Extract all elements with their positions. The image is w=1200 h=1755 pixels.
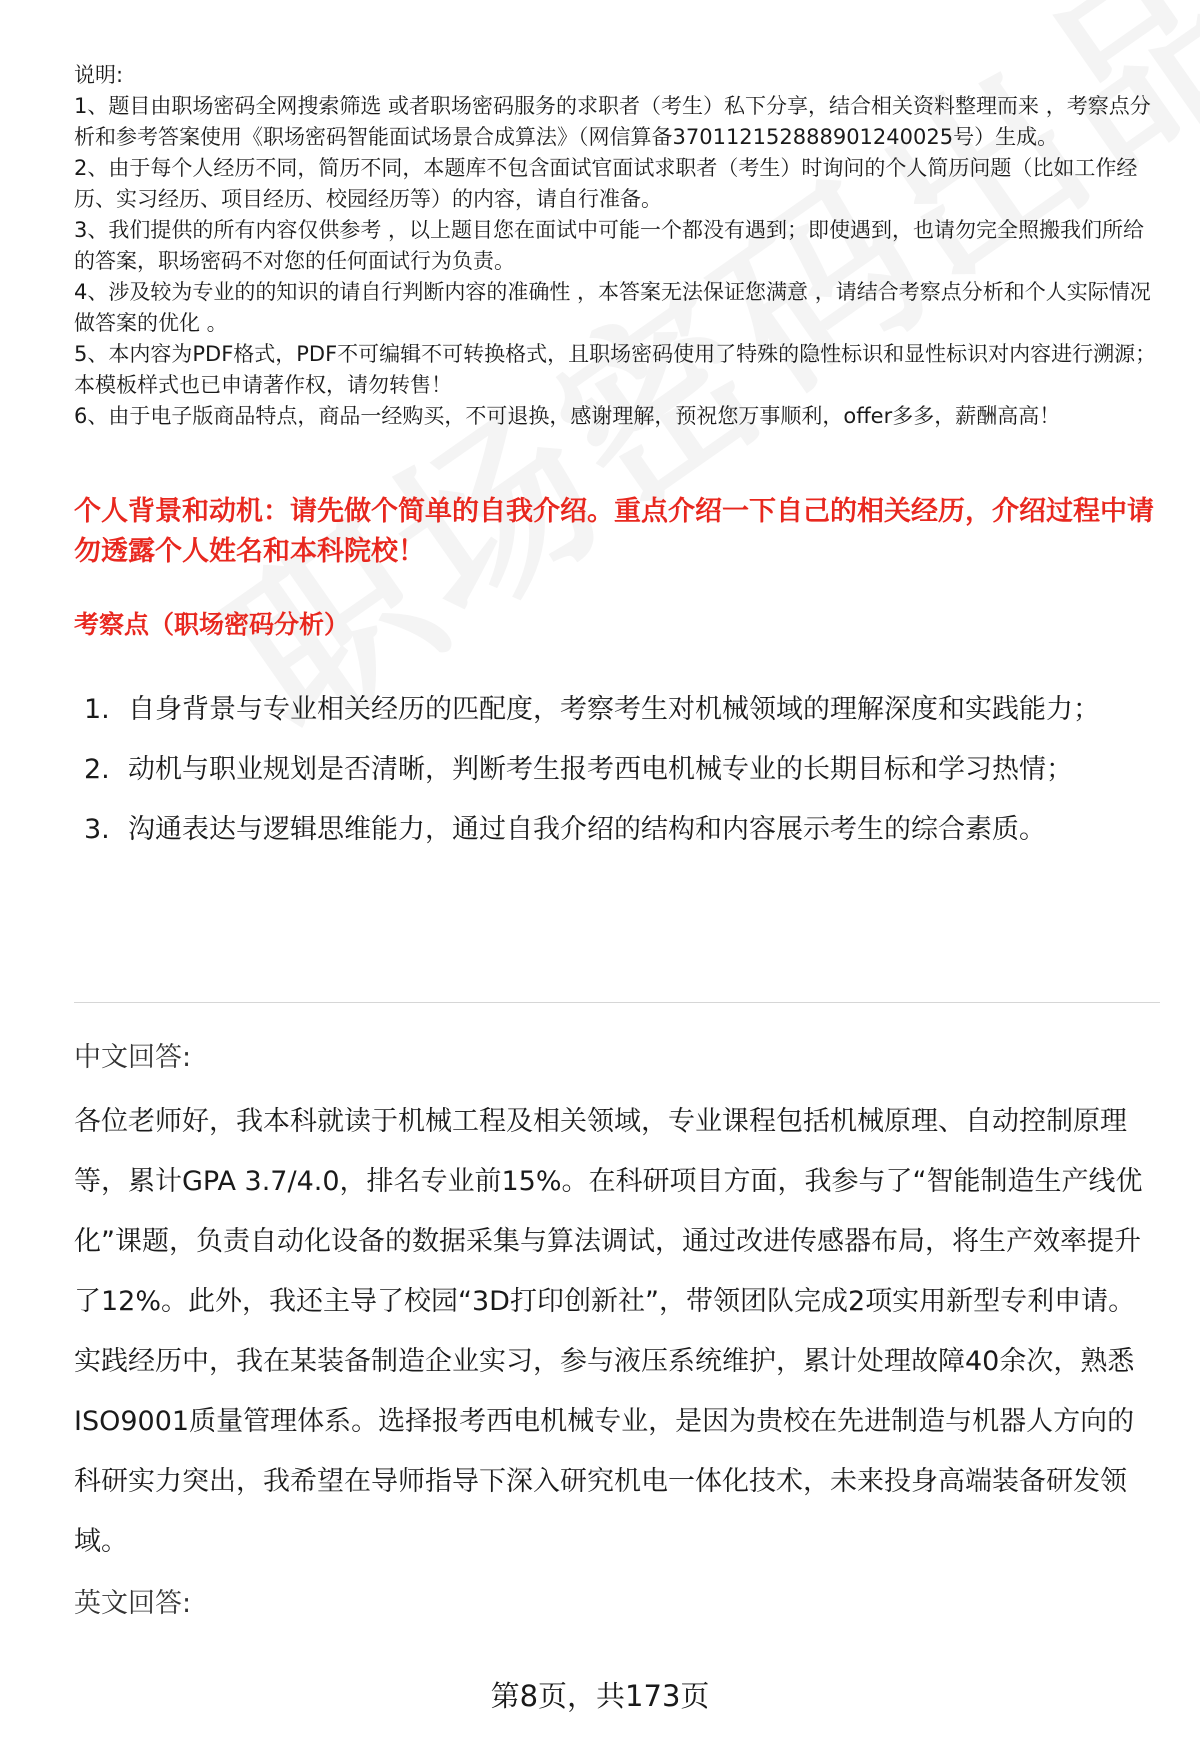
chinese-answer-label: 中文回答: xyxy=(74,1042,192,1073)
notes-title: 说明: xyxy=(74,63,124,87)
english-answer-label: 英文回答: xyxy=(74,1588,192,1619)
analysis-point xyxy=(74,800,1160,860)
point-number: 1. xyxy=(84,694,110,725)
point-text: 自身背景与专业相关经历的匹配度，考察考生对机械领域的理解深度和实践能力； xyxy=(128,694,1100,725)
analysis-points xyxy=(74,680,1160,860)
note-item: 4、涉及较为专业的的知识的请自行判断内容的准确性 ，本答案无法保证您满意 ，请结合考察点分析和个人实际情况做答案的优化 。 xyxy=(74,280,1151,335)
chinese-answer-text: 各位老师好，我本科就读于机械工程及相关领域，专业课程包括机械原理、自动控制原理等，累计GPA 3.7/4.0，排名专业前15%。在科研项目方面，我参与了“智能制造生产线优化”课题，负责自动化设备的数据采集与算法调试，通过改进传感器布局，将生产效率提升了12%。此外，我还主导了校园“3D打印创新社”，带领团队完成2项实用新型专利申请。实践经历中，我在某装备制造企业实习，参与液压系统维护，累计处理故障40余次，熟悉ISO9001质量管理体系。选择报考西电机械专业，是因为贵校在先进制造与机器人方向的科研实力突出，我希望在导师指导下深入研究机电一体化技术，未来投身高端装备研发领域。 xyxy=(74,1106,1143,1557)
section-divider xyxy=(74,1002,1160,1003)
analysis-point xyxy=(74,740,1160,800)
note-item: 6、由于电子版商品特点，商品一经购买，不可退换，感谢理解，预祝您万事顺利，offer多多，薪酬高高！ xyxy=(74,404,1061,428)
note-item: 1、题目由职场密码全网搜索筛选 或者职场密码服务的求职者（考生）私下分享，结合相关资料整理而来 ，考察点分析和参考答案使用《职场密码智能面试场景合成算法》（网信算备370112152888901240025号）生成。 xyxy=(74,94,1151,149)
note-item: 2、由于每个人经历不同，简历不同，本题库不包含面试官面试求职者（考生）时询问的个人简历问题（比如工作经历、实习经历、项目经历、校园经历等）的内容，请自行准备。 xyxy=(74,156,1138,211)
analysis-point xyxy=(74,680,1160,740)
point-text: 动机与职业规划是否清晰，判断考生报考西电机械专业的长期目标和学习热情； xyxy=(128,754,1073,785)
interview-question: 个人背景和动机：请先做个简单的自我介绍。重点介绍一下自己的相关经历，介绍过程中请勿透露个人姓名和本科院校！ xyxy=(74,496,1154,567)
note-item: 5、本内容为PDF格式，PDF不可编辑不可转换格式，且职场密码使用了特殊的隐性标识和显性标识对内容进行溯源；本模板样式也已申请著作权，请勿转售！ xyxy=(74,342,1157,397)
point-text: 沟通表达与逻辑思维能力，通过自我介绍的结构和内容展示考生的综合素质。 xyxy=(128,814,1046,845)
point-number: 3. xyxy=(84,814,110,845)
analysis-title: 考察点（职场密码分析） xyxy=(74,610,350,639)
point-number: 2. xyxy=(84,754,110,785)
notes-section xyxy=(74,60,1160,432)
note-item: 3、我们提供的所有内容仅供参考 ，以上题目您在面试中可能一个都没有遇到；即使遇到，也请勿完全照搬我们所给的答案，职场密码不对您的任何面试行为负责。 xyxy=(74,218,1145,273)
page-number: 第8页，共173页 xyxy=(490,1679,710,1713)
